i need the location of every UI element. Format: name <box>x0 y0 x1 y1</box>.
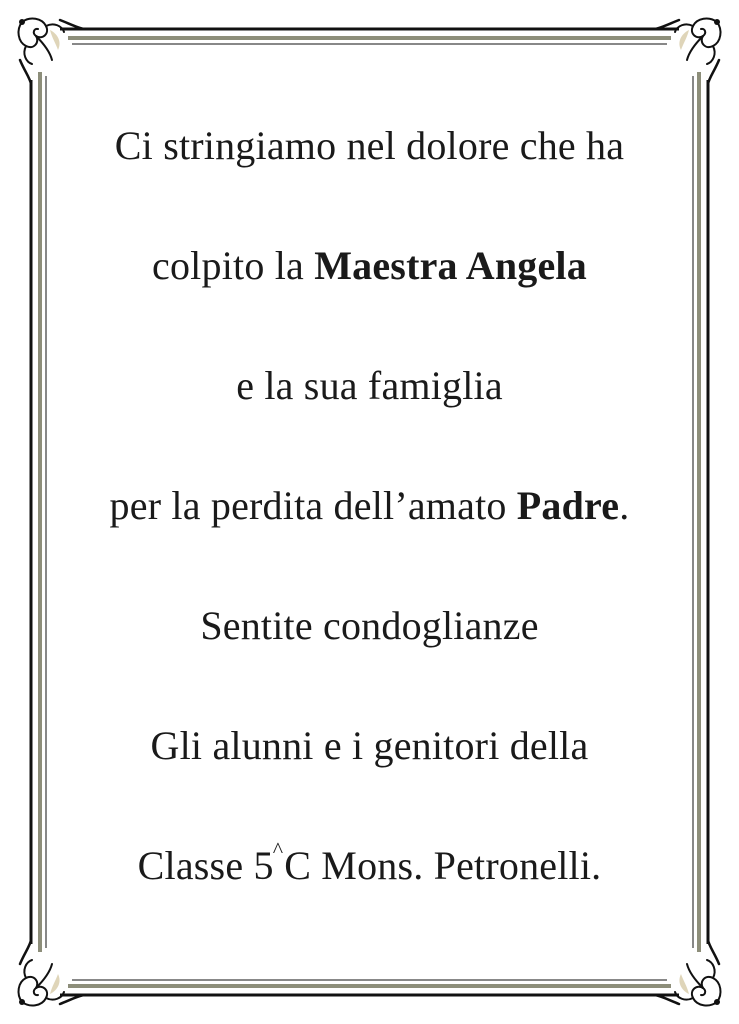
message-line-1: Ci stringiamo nel dolore che ha <box>114 123 625 168</box>
message-line-4-text: per la perdita dell’amato <box>109 483 517 528</box>
teacher-name: Maestra Angela <box>314 243 587 288</box>
deceased-title: Padre <box>516 483 620 528</box>
signature-line-2 <box>60 837 679 889</box>
condolence-message <box>60 0 679 1024</box>
signature-line-1: Gli alunni e i genitori della <box>150 723 589 768</box>
message-line-2 <box>60 242 679 289</box>
message-line-3: e la sua famiglia <box>236 363 503 408</box>
class-name: C Mons. Petronelli. <box>284 843 602 888</box>
class-label: Classe 5 <box>137 843 274 888</box>
message-line-4 <box>60 482 679 529</box>
message-line-2-text: colpito la <box>152 243 315 288</box>
condolences-line: Sentite condoglianze <box>200 603 539 648</box>
message-line-4-period: . <box>619 483 630 528</box>
class-mark: ^ <box>272 837 284 862</box>
